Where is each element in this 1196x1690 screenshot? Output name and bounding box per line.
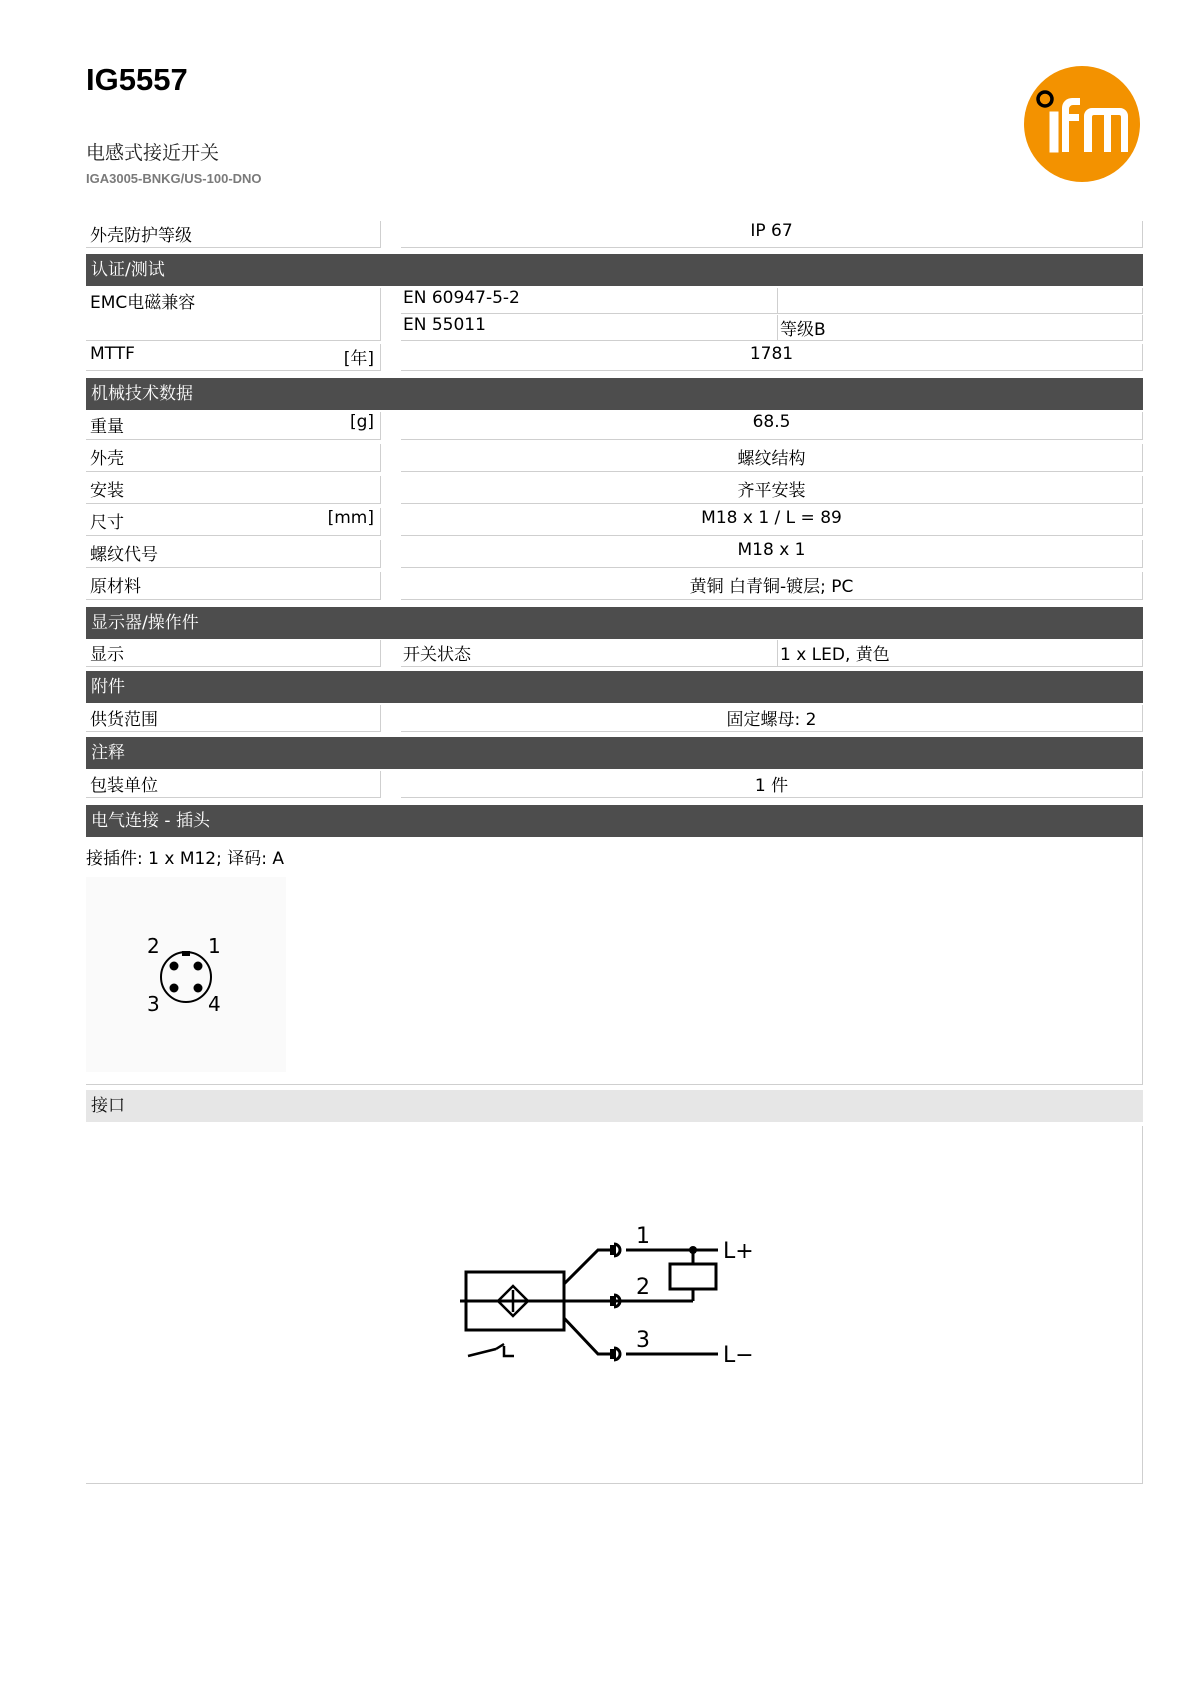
wire-label: 2 [636, 1275, 650, 1300]
value-display: 1 x LED, 黄色 [778, 640, 1143, 667]
label-switching-status: 开关状态 [401, 640, 778, 667]
value-protection: IP 67 [401, 221, 1143, 248]
value-housing: 螺纹结构 [401, 444, 1143, 472]
label-dimensions-text: 尺寸 [90, 513, 124, 533]
label-emc: EMC电磁兼容 [86, 288, 381, 341]
unit-dimensions: [mm] [327, 508, 374, 528]
label-dimensions [86, 508, 381, 536]
section-electrical: 电气连接 - 插头 [86, 805, 1143, 837]
value-dimensions: M18 x 1 / L = 89 [401, 508, 1143, 536]
unit-mttf: [年] [343, 349, 374, 369]
connector-info: 接插件: 1 x M12; 译码: A [86, 849, 285, 869]
label-thread: 螺纹代号 [86, 540, 381, 568]
value-emc-2: EN 55011 [401, 315, 778, 341]
article-number: IGA3005-BNKG/US-100-DNO [86, 171, 262, 186]
section-notes: 注释 [86, 737, 1143, 769]
label-mounting: 安装 [86, 476, 381, 504]
value-mounting: 齐平安装 [401, 476, 1143, 504]
unit-weight: [g] [349, 412, 374, 432]
label-mttf-text: MTTF [90, 344, 135, 364]
value-scope: 固定螺母: 2 [401, 705, 1143, 732]
section-approvals: 认证/测试 [86, 254, 1143, 286]
value-emc-1: EN 60947-5-2 [401, 288, 778, 314]
value-mttf: 1781 [401, 344, 1143, 371]
label-weight-text: 重量 [90, 417, 124, 437]
label-mttf [86, 344, 381, 371]
value-materials: 黄铜 白青铜-镀层; PC [401, 572, 1143, 600]
pin-label: 3 [147, 992, 160, 1016]
wire-label: 1 [636, 1224, 650, 1249]
ifm-logo [1022, 64, 1142, 184]
label-housing: 外壳 [86, 444, 381, 472]
pin-label: 1 [208, 934, 221, 958]
wire-label: 3 [636, 1328, 650, 1353]
label-weight [86, 412, 381, 440]
product-subtitle: 电感式接近开关 [86, 142, 220, 164]
label-protection: 外壳防护等级 [86, 221, 381, 248]
pin-label: 2 [147, 934, 160, 958]
label-scope: 供货范围 [86, 705, 381, 732]
value-emc-1-class [778, 288, 1143, 314]
pin-label: 4 [208, 992, 221, 1016]
value-emc-class: 等级B [778, 315, 1143, 341]
lminus-label: L− [723, 1343, 754, 1368]
value-thread: M18 x 1 [401, 540, 1143, 568]
section-mechanical: 机械技术数据 [86, 378, 1143, 410]
label-materials: 原材料 [86, 572, 381, 600]
section-accessories: 附件 [86, 671, 1143, 703]
section-display: 显示器/操作件 [86, 607, 1143, 639]
label-packing: 包装单位 [86, 771, 381, 798]
label-display: 显示 [86, 640, 381, 667]
connector-pinout-diagram [86, 877, 286, 1072]
section-interface: 接口 [86, 1090, 1143, 1122]
product-title: IG5557 [86, 62, 188, 97]
wiring-diagram [460, 1220, 790, 1370]
value-weight: 68.5 [401, 412, 1143, 440]
value-packing: 1 件 [401, 771, 1143, 798]
lplus-label: L+ [723, 1239, 754, 1264]
